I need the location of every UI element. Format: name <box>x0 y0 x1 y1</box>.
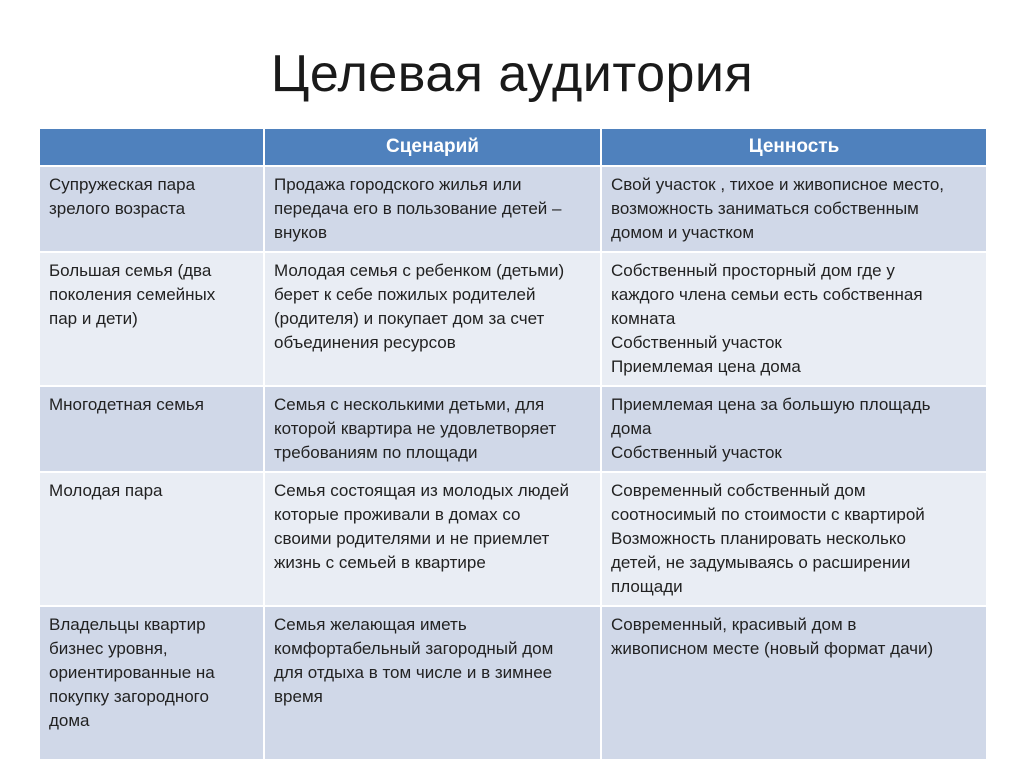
header-audience <box>39 128 264 166</box>
cell-value: Собственный просторный дом где у каждого члена семьи есть собственная комната Собственный участок Приемлемая цена дома <box>601 252 987 386</box>
table-row <box>39 252 987 386</box>
table-row <box>39 606 987 760</box>
audience-table <box>38 127 988 761</box>
cell-value: Современный собственный дом соотносимый по стоимости с квартирой Возможность планировать несколько детей, не задумываясь о расширении площади <box>601 472 987 606</box>
header-scenario: Сценарий <box>264 128 601 166</box>
cell-audience: Большая семья (два поколения семейных пар и дети) <box>39 252 264 386</box>
cell-scenario: Семья состоящая из молодых людей которые проживали в домах со своими родителями и не приемлет жизнь с семьей в квартире <box>264 472 601 606</box>
header-value: Ценность <box>601 128 987 166</box>
cell-scenario: Продажа городского жилья или передача его в пользование детей – внуков <box>264 166 601 252</box>
cell-value: Современный, красивый дом в живописном месте (новый формат дачи) <box>601 606 987 760</box>
table-row <box>39 386 987 472</box>
table-row <box>39 472 987 606</box>
table-header-row <box>39 128 987 166</box>
cell-audience: Владельцы квартир бизнес уровня, ориентированные на покупку загородного дома <box>39 606 264 760</box>
cell-audience: Молодая пара <box>39 472 264 606</box>
cell-scenario: Семья с несколькими детьми, для которой квартира не удовлетворяет требованиям по площади <box>264 386 601 472</box>
cell-value: Приемлемая цена за большую площадь дома Собственный участок <box>601 386 987 472</box>
cell-audience: Супружеская пара зрелого возраста <box>39 166 264 252</box>
cell-scenario: Семья желающая иметь комфортабельный загородный дом для отдыха в том числе и в зимнее время <box>264 606 601 760</box>
slide-title: Целевая аудитория <box>270 45 754 103</box>
cell-value: Свой участок , тихое и живописное место, возможность заниматься собственным домом и участком <box>601 166 987 252</box>
table-row <box>39 166 987 252</box>
cell-audience: Многодетная семья <box>39 386 264 472</box>
cell-scenario: Молодая семья с ребенком (детьми) берет к себе пожилых родителей (родителя) и покупает дом за счет объединения ресурсов <box>264 252 601 386</box>
